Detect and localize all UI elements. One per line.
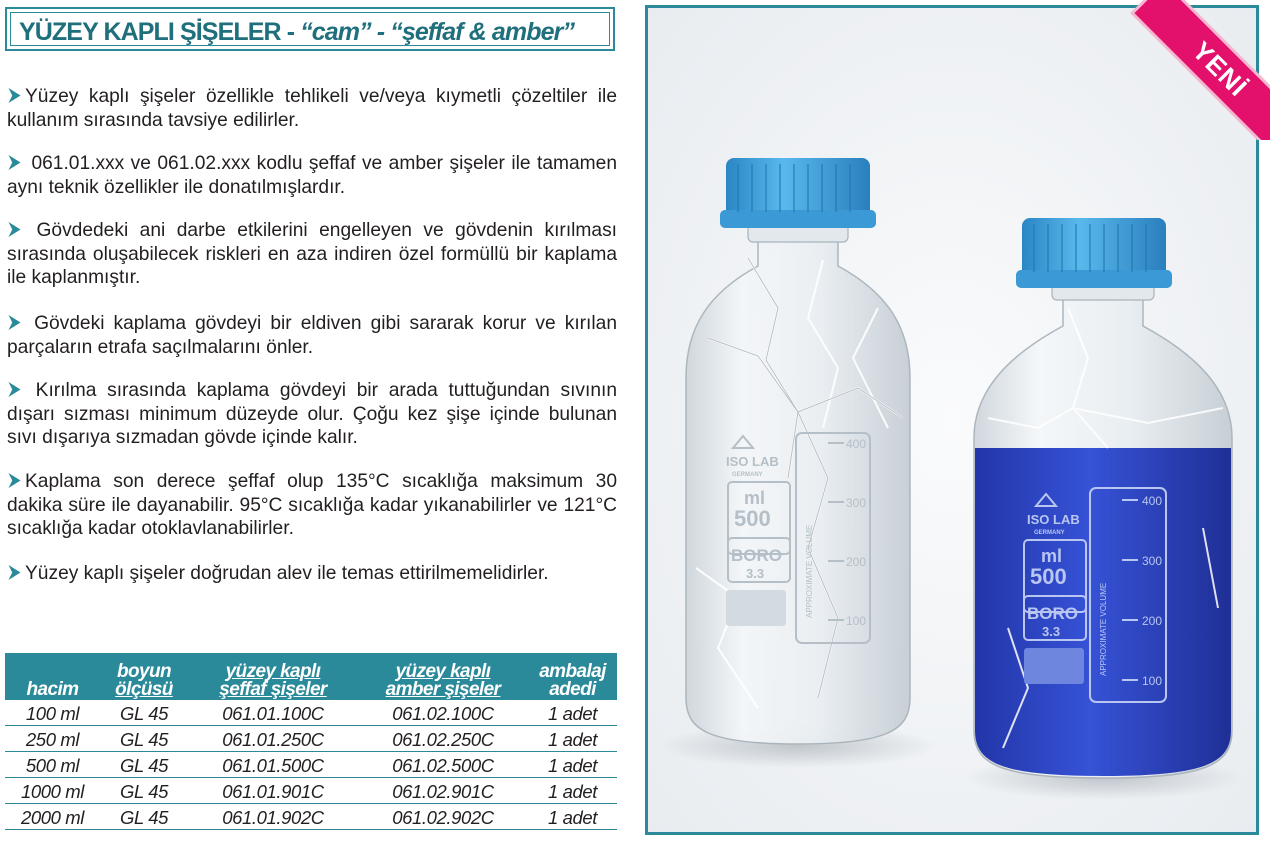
paragraph-text: Gövdeki kaplama gövdeyi bir eldiven gibi sararak korur ve kırılan parçaların etrafa saçılmalarını önler. bbox=[7, 313, 617, 358]
clear-tick-400: 400 bbox=[846, 437, 867, 451]
cell-amber-code: 061.02.902C bbox=[392, 807, 494, 828]
clear-tick-200: 200 bbox=[846, 555, 867, 569]
cell-boyun: GL 45 bbox=[119, 729, 169, 750]
clear-brand-sub: GERMANY bbox=[732, 472, 763, 478]
cell-seffaf-code: 061.01.250C bbox=[222, 729, 324, 750]
blue-volume: 500 bbox=[1030, 564, 1067, 589]
cell-ambalaj: 1 adet bbox=[547, 755, 598, 776]
page-title bbox=[19, 18, 574, 47]
cell-amber-code: 061.02.100C bbox=[392, 703, 494, 724]
clear-tick-100: 100 bbox=[846, 614, 867, 628]
header-ambalaj: ambalaj adedi bbox=[539, 661, 606, 700]
cell-amber-code: 061.02.500C bbox=[392, 755, 494, 776]
blue-tick-100: 100 bbox=[1142, 674, 1163, 688]
cell-boyun: GL 45 bbox=[119, 703, 169, 724]
cell-ambalaj: 1 adet bbox=[547, 729, 598, 750]
paragraph-2 bbox=[7, 152, 617, 199]
cell-seffaf-code: 061.01.902C bbox=[222, 807, 324, 828]
paragraph-4 bbox=[7, 312, 617, 359]
arrow-right-icon bbox=[7, 222, 22, 237]
paragraph-6 bbox=[7, 470, 617, 541]
arrow-right-icon bbox=[7, 155, 22, 170]
cell-boyun: GL 45 bbox=[119, 781, 169, 802]
clear-material: BORO bbox=[731, 546, 782, 565]
header-seffaf: yüzey kaplı şeffaf şişeler bbox=[219, 661, 327, 700]
paragraph-1 bbox=[7, 85, 617, 132]
arrow-right-icon bbox=[7, 473, 22, 488]
clear-tick-300: 300 bbox=[846, 496, 867, 510]
clear-brand: ISO LAB bbox=[726, 454, 779, 469]
paragraph-text: Yüzey kaplı şişeler doğrudan alev ile temas ettirilmemelidirler. bbox=[25, 563, 549, 584]
product-table bbox=[5, 653, 617, 830]
cell-hacim: 250 ml bbox=[25, 729, 80, 750]
cell-seffaf-code: 061.01.100C bbox=[222, 703, 324, 724]
table-row bbox=[5, 700, 617, 726]
paragraph-text: 061.01.xxx ve 061.02.xxx kodlu şeffaf ve amber şişeler ile tamamen aynı teknik özellikler ile donatılmışlardır. bbox=[7, 153, 617, 198]
table-row bbox=[5, 726, 617, 752]
cell-ambalaj: 1 adet bbox=[547, 807, 598, 828]
header-amber: yüzey kaplı amber şişeler bbox=[385, 661, 501, 700]
title-box bbox=[5, 7, 615, 51]
cell-hacim: 1000 ml bbox=[20, 781, 85, 802]
arrow-right-icon bbox=[7, 565, 22, 580]
cell-hacim: 2000 ml bbox=[20, 807, 85, 828]
paragraph-text: Kaplama son derece şeffaf olup 135°C sıcaklığa maksimum 30 dakika süre ile dayanabilir. 95°C sıcaklığa kadar yıkanabilirler ve 121°C sıcaklığa kadar otoklavlanabilirler. bbox=[7, 471, 617, 539]
arrow-right-icon bbox=[7, 315, 22, 330]
blue-material-2: 3.3 bbox=[1042, 624, 1061, 639]
arrow-right-icon bbox=[7, 382, 22, 397]
blue-brand-sub: GERMANY bbox=[1034, 530, 1065, 536]
blue-tick-300: 300 bbox=[1142, 554, 1163, 568]
cell-hacim: 500 ml bbox=[25, 755, 80, 776]
header-boyun: boyun ölçüsü bbox=[115, 661, 173, 700]
cell-boyun: GL 45 bbox=[119, 755, 169, 776]
table-body bbox=[5, 700, 617, 830]
table-row bbox=[5, 752, 617, 778]
cell-ambalaj: 1 adet bbox=[547, 703, 598, 724]
new-badge: YENİ bbox=[1134, 0, 1270, 140]
cell-amber-code: 061.02.901C bbox=[392, 781, 494, 802]
table-row bbox=[5, 804, 617, 830]
paragraph-3 bbox=[7, 219, 617, 290]
blue-scale-text: APPROXIMATE VOLUME bbox=[1099, 582, 1108, 676]
cell-amber-code: 061.02.250C bbox=[392, 729, 494, 750]
cell-boyun: GL 45 bbox=[119, 807, 169, 828]
blue-brand: ISO LAB bbox=[1027, 512, 1080, 527]
new-ribbon bbox=[1130, 0, 1270, 140]
clear-volume: 500 bbox=[734, 506, 771, 531]
table-row bbox=[5, 778, 617, 804]
clear-scale-text: APPROXIMATE VOLUME bbox=[805, 524, 814, 618]
title-main: YÜZEY KAPLI ŞİŞELER - bbox=[19, 18, 301, 46]
clear-unit: ml bbox=[744, 488, 766, 508]
paragraph-text: Kırılma sırasında kaplama gövdeyi bir arada tuttuğundan sıvının dışarı sızması minimum düzeyde olur. Çoğu kez şişe içinde bulunan sıvı dışarıya sızmadan gövde içinde kalır. bbox=[7, 380, 617, 448]
title-subtitle: “cam” - “şeffaf & amber” bbox=[300, 18, 575, 46]
cell-ambalaj: 1 adet bbox=[547, 781, 598, 802]
paragraph-text: Gövdedeki ani darbe etkilerini engelleyen ve gövdenin kırılması sırasında oluşabilecek riskleri en aza indiren özel formüllü bir kaplama ile kaplanmıştır. bbox=[7, 220, 617, 288]
cell-seffaf-code: 061.01.901C bbox=[222, 781, 324, 802]
blue-material: BORO bbox=[1027, 604, 1078, 623]
clear-material-2: 3.3 bbox=[746, 566, 765, 581]
blue-tick-200: 200 bbox=[1142, 614, 1163, 628]
blue-unit: ml bbox=[1041, 546, 1063, 566]
paragraph-7 bbox=[7, 562, 617, 586]
cell-hacim: 100 ml bbox=[25, 703, 80, 724]
paragraph-text: Yüzey kaplı şişeler özellikle tehlikeli ve/veya kıymetli çözeltiler ile kullanım sırasında tavsiye edilirler. bbox=[7, 86, 617, 131]
paragraph-5 bbox=[7, 379, 617, 450]
header-hacim: hacim bbox=[26, 679, 79, 700]
blue-tick-400: 400 bbox=[1142, 494, 1163, 508]
table-header bbox=[5, 653, 617, 700]
arrow-right-icon bbox=[7, 88, 22, 103]
cell-seffaf-code: 061.01.500C bbox=[222, 755, 324, 776]
